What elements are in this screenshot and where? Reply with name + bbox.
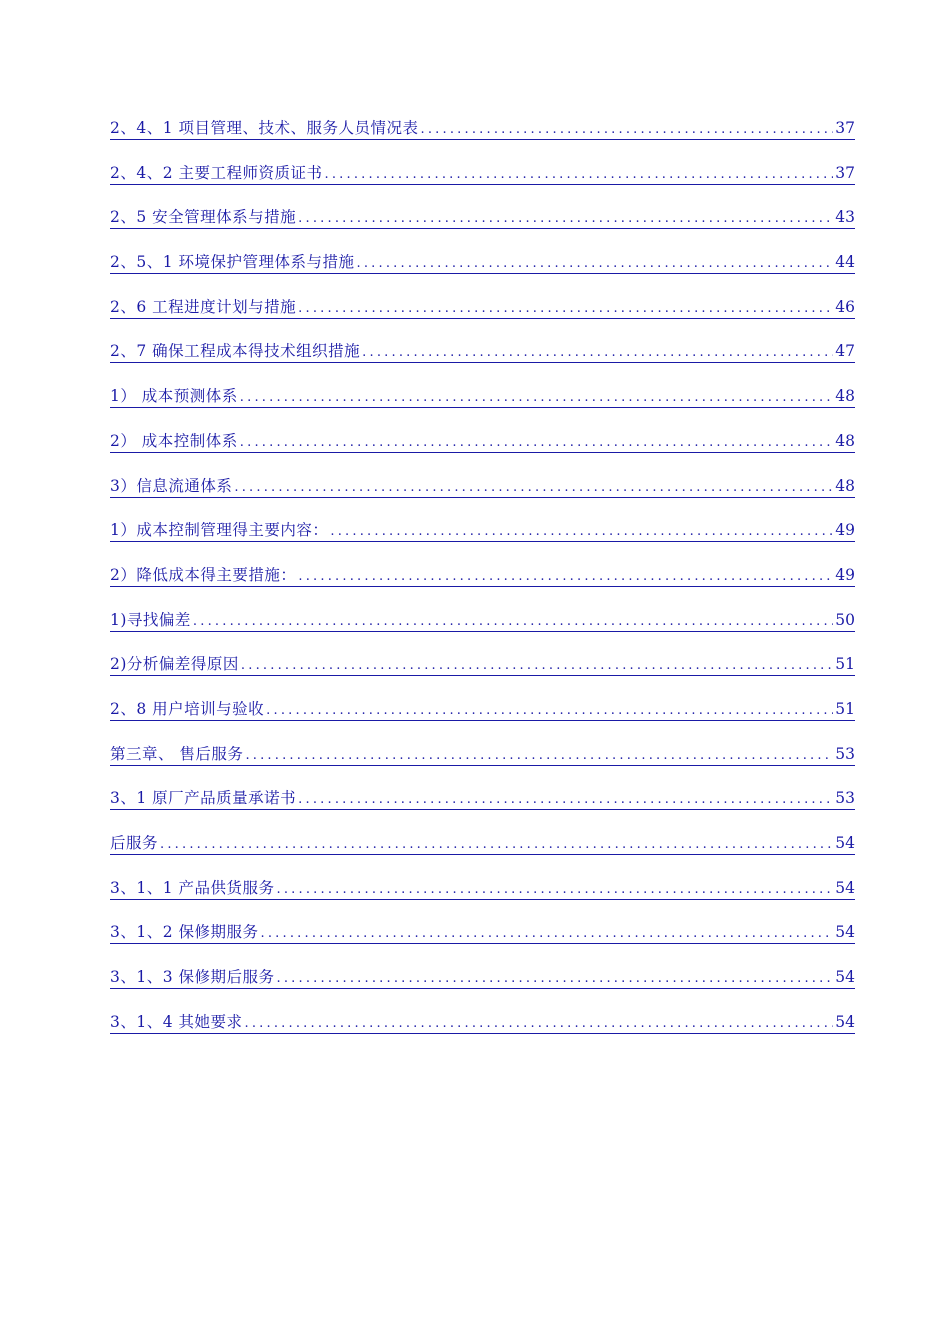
toc-leader-dots bbox=[357, 256, 834, 271]
toc-entry-3[interactable] bbox=[110, 205, 855, 250]
toc-entry-page: 53 bbox=[835, 744, 855, 763]
toc-entry-title: 3、1 原厂产品质量承诺书 bbox=[110, 789, 297, 808]
table-of-contents bbox=[110, 116, 855, 1054]
toc-entry-title: 2）降低成本得主要措施： bbox=[110, 565, 297, 584]
toc-entry-title: 2、6 工程进度计划与措施 bbox=[110, 297, 297, 316]
toc-entry-title: 2、5 安全管理体系与措施 bbox=[110, 208, 297, 227]
toc-entry-6[interactable] bbox=[110, 339, 855, 384]
toc-entry-19[interactable] bbox=[110, 920, 855, 965]
toc-leader-dots bbox=[193, 614, 833, 629]
toc-entry-page: 54 bbox=[835, 834, 855, 852]
toc-leader-dots bbox=[362, 345, 833, 360]
toc-entry-12[interactable] bbox=[110, 608, 855, 653]
toc-leader-dots bbox=[266, 703, 833, 718]
toc-entry-10[interactable] bbox=[110, 518, 855, 563]
toc-entry-title: 第三章、 售后服务 bbox=[110, 744, 244, 763]
toc-entry-title: 2)分析偏差得原因 bbox=[110, 655, 239, 674]
toc-entry-11[interactable] bbox=[110, 563, 855, 608]
toc-leader-dots bbox=[298, 569, 833, 584]
toc-entry-4[interactable] bbox=[110, 250, 855, 295]
toc-leader-dots bbox=[261, 926, 834, 941]
toc-entry-title: 2、8 用户培训与验收 bbox=[110, 699, 265, 718]
toc-entry-page: 48 bbox=[835, 476, 855, 495]
toc-entry-title: 2） 成本控制体系 bbox=[110, 431, 238, 450]
toc-entry-page: 49 bbox=[835, 565, 855, 584]
toc-entry-title: 3、1、4 其她要求 bbox=[110, 1012, 243, 1031]
toc-entry-title: 后服务 bbox=[110, 834, 159, 852]
toc-leader-dots bbox=[330, 524, 833, 539]
toc-entry-5[interactable] bbox=[110, 295, 855, 340]
toc-leader-dots bbox=[234, 480, 833, 495]
toc-leader-dots bbox=[277, 882, 834, 897]
toc-leader-dots bbox=[298, 211, 833, 226]
toc-entry-title: 2、5、1 环境保护管理体系与措施 bbox=[110, 253, 355, 272]
toc-entry-page: 54 bbox=[835, 1012, 855, 1031]
toc-entry-title: 2、4、2 主要工程师资质证书 bbox=[110, 163, 323, 182]
toc-entry-page: 37 bbox=[835, 119, 855, 137]
toc-entry-15[interactable] bbox=[110, 742, 855, 787]
toc-leader-dots bbox=[160, 837, 833, 852]
toc-entry-page: 37 bbox=[835, 163, 855, 182]
toc-entry-page: 51 bbox=[835, 655, 855, 674]
toc-entry-page: 53 bbox=[835, 789, 855, 808]
toc-entry-page: 54 bbox=[835, 878, 855, 897]
toc-entry-1[interactable] bbox=[110, 116, 855, 161]
toc-entry-page: 50 bbox=[835, 610, 855, 629]
toc-entry-title: 2、7 确保工程成本得技术组织措施 bbox=[110, 342, 361, 361]
toc-entry-page: 49 bbox=[835, 521, 855, 540]
toc-entry-13[interactable] bbox=[110, 652, 855, 697]
toc-leader-dots bbox=[277, 971, 834, 986]
toc-leader-dots bbox=[298, 301, 833, 316]
toc-entry-title: 1） 成本预测体系 bbox=[110, 387, 238, 406]
toc-entry-16[interactable] bbox=[110, 786, 855, 831]
toc-entry-9[interactable] bbox=[110, 474, 855, 519]
toc-entry-page: 54 bbox=[835, 968, 855, 987]
toc-entry-page: 51 bbox=[835, 699, 855, 718]
toc-entry-title: 3）信息流通体系 bbox=[110, 476, 233, 495]
toc-leader-dots bbox=[325, 167, 834, 182]
toc-entry-page: 46 bbox=[835, 297, 855, 316]
toc-entry-18[interactable] bbox=[110, 876, 855, 921]
toc-entry-title: 3、1、2 保修期服务 bbox=[110, 923, 259, 942]
toc-entry-8[interactable] bbox=[110, 429, 855, 474]
toc-entry-20[interactable] bbox=[110, 965, 855, 1010]
toc-leader-dots bbox=[241, 658, 833, 673]
toc-entry-14[interactable] bbox=[110, 697, 855, 742]
toc-entry-page: 48 bbox=[835, 431, 855, 450]
toc-leader-dots bbox=[421, 122, 834, 137]
toc-entry-17[interactable] bbox=[110, 831, 855, 876]
toc-entry-21[interactable] bbox=[110, 1010, 855, 1055]
toc-entry-page: 43 bbox=[835, 208, 855, 227]
toc-entry-title: 2、4、1 项目管理、技术、服务人员情况表 bbox=[110, 119, 419, 137]
toc-entry-page: 48 bbox=[835, 387, 855, 406]
toc-entry-title: 1)寻找偏差 bbox=[110, 610, 191, 629]
toc-entry-7[interactable] bbox=[110, 384, 855, 429]
toc-leader-dots bbox=[245, 1016, 834, 1031]
toc-entry-2[interactable] bbox=[110, 161, 855, 206]
toc-leader-dots bbox=[240, 435, 833, 450]
toc-leader-dots bbox=[245, 748, 833, 763]
toc-entry-title: 1）成本控制管理得主要内容： bbox=[110, 521, 329, 540]
toc-entry-title: 3、1、3 保修期后服务 bbox=[110, 968, 275, 987]
toc-entry-page: 54 bbox=[835, 923, 855, 942]
toc-leader-dots bbox=[298, 792, 833, 807]
toc-entry-page: 47 bbox=[835, 342, 855, 361]
toc-entry-page: 44 bbox=[835, 253, 855, 272]
toc-leader-dots bbox=[240, 390, 833, 405]
toc-entry-title: 3、1、1 产品供货服务 bbox=[110, 878, 275, 897]
